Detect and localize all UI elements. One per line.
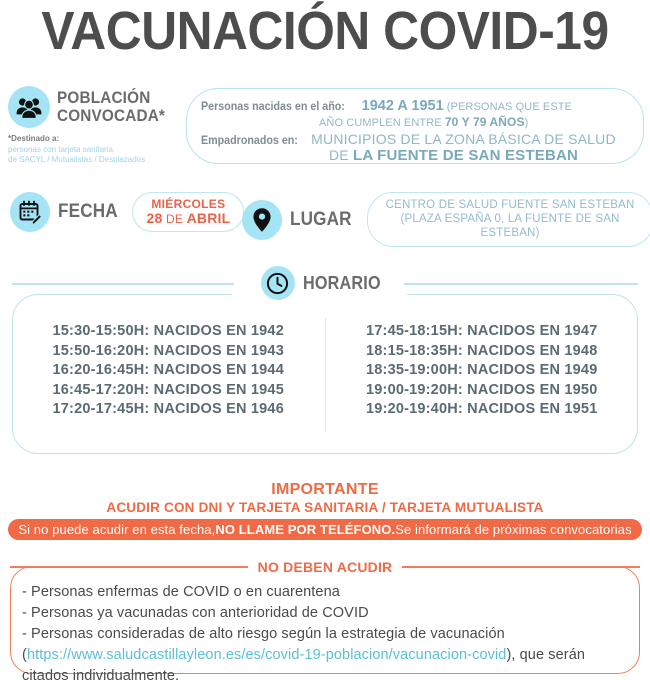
poblacion-header	[8, 86, 184, 128]
schedule-column-right	[326, 294, 639, 454]
footnote-destinado: *Destinado a:	[8, 134, 60, 143]
after-url-text: ), que serán	[506, 647, 586, 663]
birth-years-value	[362, 98, 572, 115]
list-item: - Personas enfermas de COVID o en cuarentena	[22, 584, 340, 600]
poblacion-ages-line	[201, 115, 629, 130]
banner-text-bold: NO LLAME POR TELÉFONO.	[215, 522, 396, 537]
schedule-row: 18:15-18:35H: NACIDOS EN 1948	[366, 342, 598, 359]
birth-years-paren-open: (PERSONAS QUE ESTE	[446, 101, 573, 113]
poblacion-label-line2: CONVOCADA*	[57, 106, 166, 125]
list-item: - Personas ya vacunadas con anterioridad de COVID	[22, 605, 369, 621]
fecha-date-pill	[132, 192, 244, 232]
no-deben-acudir-list	[22, 582, 622, 687]
schedule-row: 17:45-18:15H: NACIDOS EN 1947	[366, 323, 598, 339]
schedule-row: 16:20-16:45H: NACIDOS EN 1944	[52, 362, 284, 378]
registered-zone: MUNICIPIOS DE LA ZONA BÁSICA DE SALUD	[311, 131, 616, 147]
poblacion-footnote	[8, 134, 184, 166]
registered-value	[311, 132, 616, 147]
banner-text-pre: Si no puede acudir en esta fecha,	[18, 522, 216, 537]
birth-years-range: 1942 A 1951	[361, 98, 444, 114]
birth-years-label: Personas nacidas en el año:	[201, 101, 345, 113]
fecha-day-number: 28	[146, 210, 163, 226]
fecha-label: FECHA	[58, 201, 118, 222]
banner-text-post: Se informará de próximas convocatorias	[395, 522, 632, 537]
lugar-label: LUGAR	[290, 208, 352, 230]
lugar-address-pill	[367, 192, 650, 247]
ages-prefix: AÑO CUMPLEN ENTRE	[319, 117, 445, 129]
no-deben-acudir-title: NO DEBEN ACUDIR	[248, 559, 403, 575]
fecha-section	[10, 192, 244, 232]
poblacion-label	[57, 89, 165, 125]
footnote-line2: de SACYL / Mutualistas / Desplazados	[8, 155, 146, 164]
fecha-month: ABRIL	[186, 210, 231, 226]
vacunacion-url-link[interactable]: https://www.saludcastillayleon.es/es/covid-19-poblacion/vacunacion-covid	[26, 647, 507, 663]
people-group-icon	[8, 86, 50, 128]
list-item-text: - Personas consideradas de alto riesgo según la estrategia de vacunación	[22, 626, 505, 642]
importante-subtitle: ACUDIR CON DNI Y TARJETA SANITARIA / TARJETA MUTUALISTA	[106, 500, 544, 515]
poblacion-birth-years-row	[201, 98, 629, 115]
poblacion-registered-row	[201, 132, 629, 147]
footnote-line1: personas con tarjeta sanitaria	[8, 144, 113, 154]
lugar-line3: ESTEBAN)	[480, 227, 540, 239]
page-title: VACUNACIÓN COVID-19	[41, 1, 609, 61]
schedule-row: 15:30-15:50H: NACIDOS EN 1942	[52, 323, 284, 339]
schedule-row: 15:50-16:20H: NACIDOS EN 1943	[52, 342, 284, 359]
municipality-name: LA FUENTE DE SAN ESTEBAN	[352, 147, 579, 164]
list-item-text-cont: citados individualmente.	[22, 668, 180, 684]
importante-title: IMPORTANTE	[271, 481, 379, 498]
schedule-row: 19:00-19:20H: NACIDOS EN 1950	[366, 381, 598, 398]
calendar-icon	[10, 192, 50, 232]
list-item	[22, 624, 622, 687]
ages-range: 70 Y 79 AÑOS	[444, 115, 525, 129]
lugar-line2: (PLAZA ESPAÑA 0, LA FUENTE DE SAN	[400, 213, 620, 225]
schedule-row: 19:20-19:40H: NACIDOS EN 1951	[366, 401, 598, 417]
horario-label: HORARIO	[302, 272, 381, 293]
lugar-line1: CENTRO DE SALUD FUENTE SAN ESTEBAN	[385, 199, 635, 211]
poblacion-convocada-section	[8, 86, 184, 166]
schedule-row: 16:45-17:20H: NACIDOS EN 1945	[52, 381, 284, 398]
paren-open: (	[22, 647, 27, 663]
no-phone-banner	[8, 519, 642, 540]
municipality-prefix: DE	[329, 147, 353, 163]
lugar-section	[242, 192, 650, 247]
registered-label: Empadronados en:	[201, 135, 298, 147]
schedule-row: 17:20-17:45H: NACIDOS EN 1946	[52, 401, 284, 417]
map-pin-icon	[242, 200, 282, 240]
ages-paren-close: )	[524, 117, 529, 129]
schedule-grid	[12, 294, 638, 454]
schedule-row: 18:35-19:00H: NACIDOS EN 1949	[366, 362, 598, 378]
poblacion-municipality-line	[201, 147, 629, 164]
fecha-weekday: MIÉRCOLES	[151, 197, 226, 211]
schedule-column-left	[12, 294, 325, 454]
fecha-de: DE	[162, 212, 187, 226]
fecha-date-value	[146, 211, 230, 226]
poblacion-label-line1: POBLACIÓN	[57, 88, 151, 107]
no-deben-acudir-title-wrap	[0, 559, 650, 577]
poblacion-details-box	[186, 88, 644, 164]
